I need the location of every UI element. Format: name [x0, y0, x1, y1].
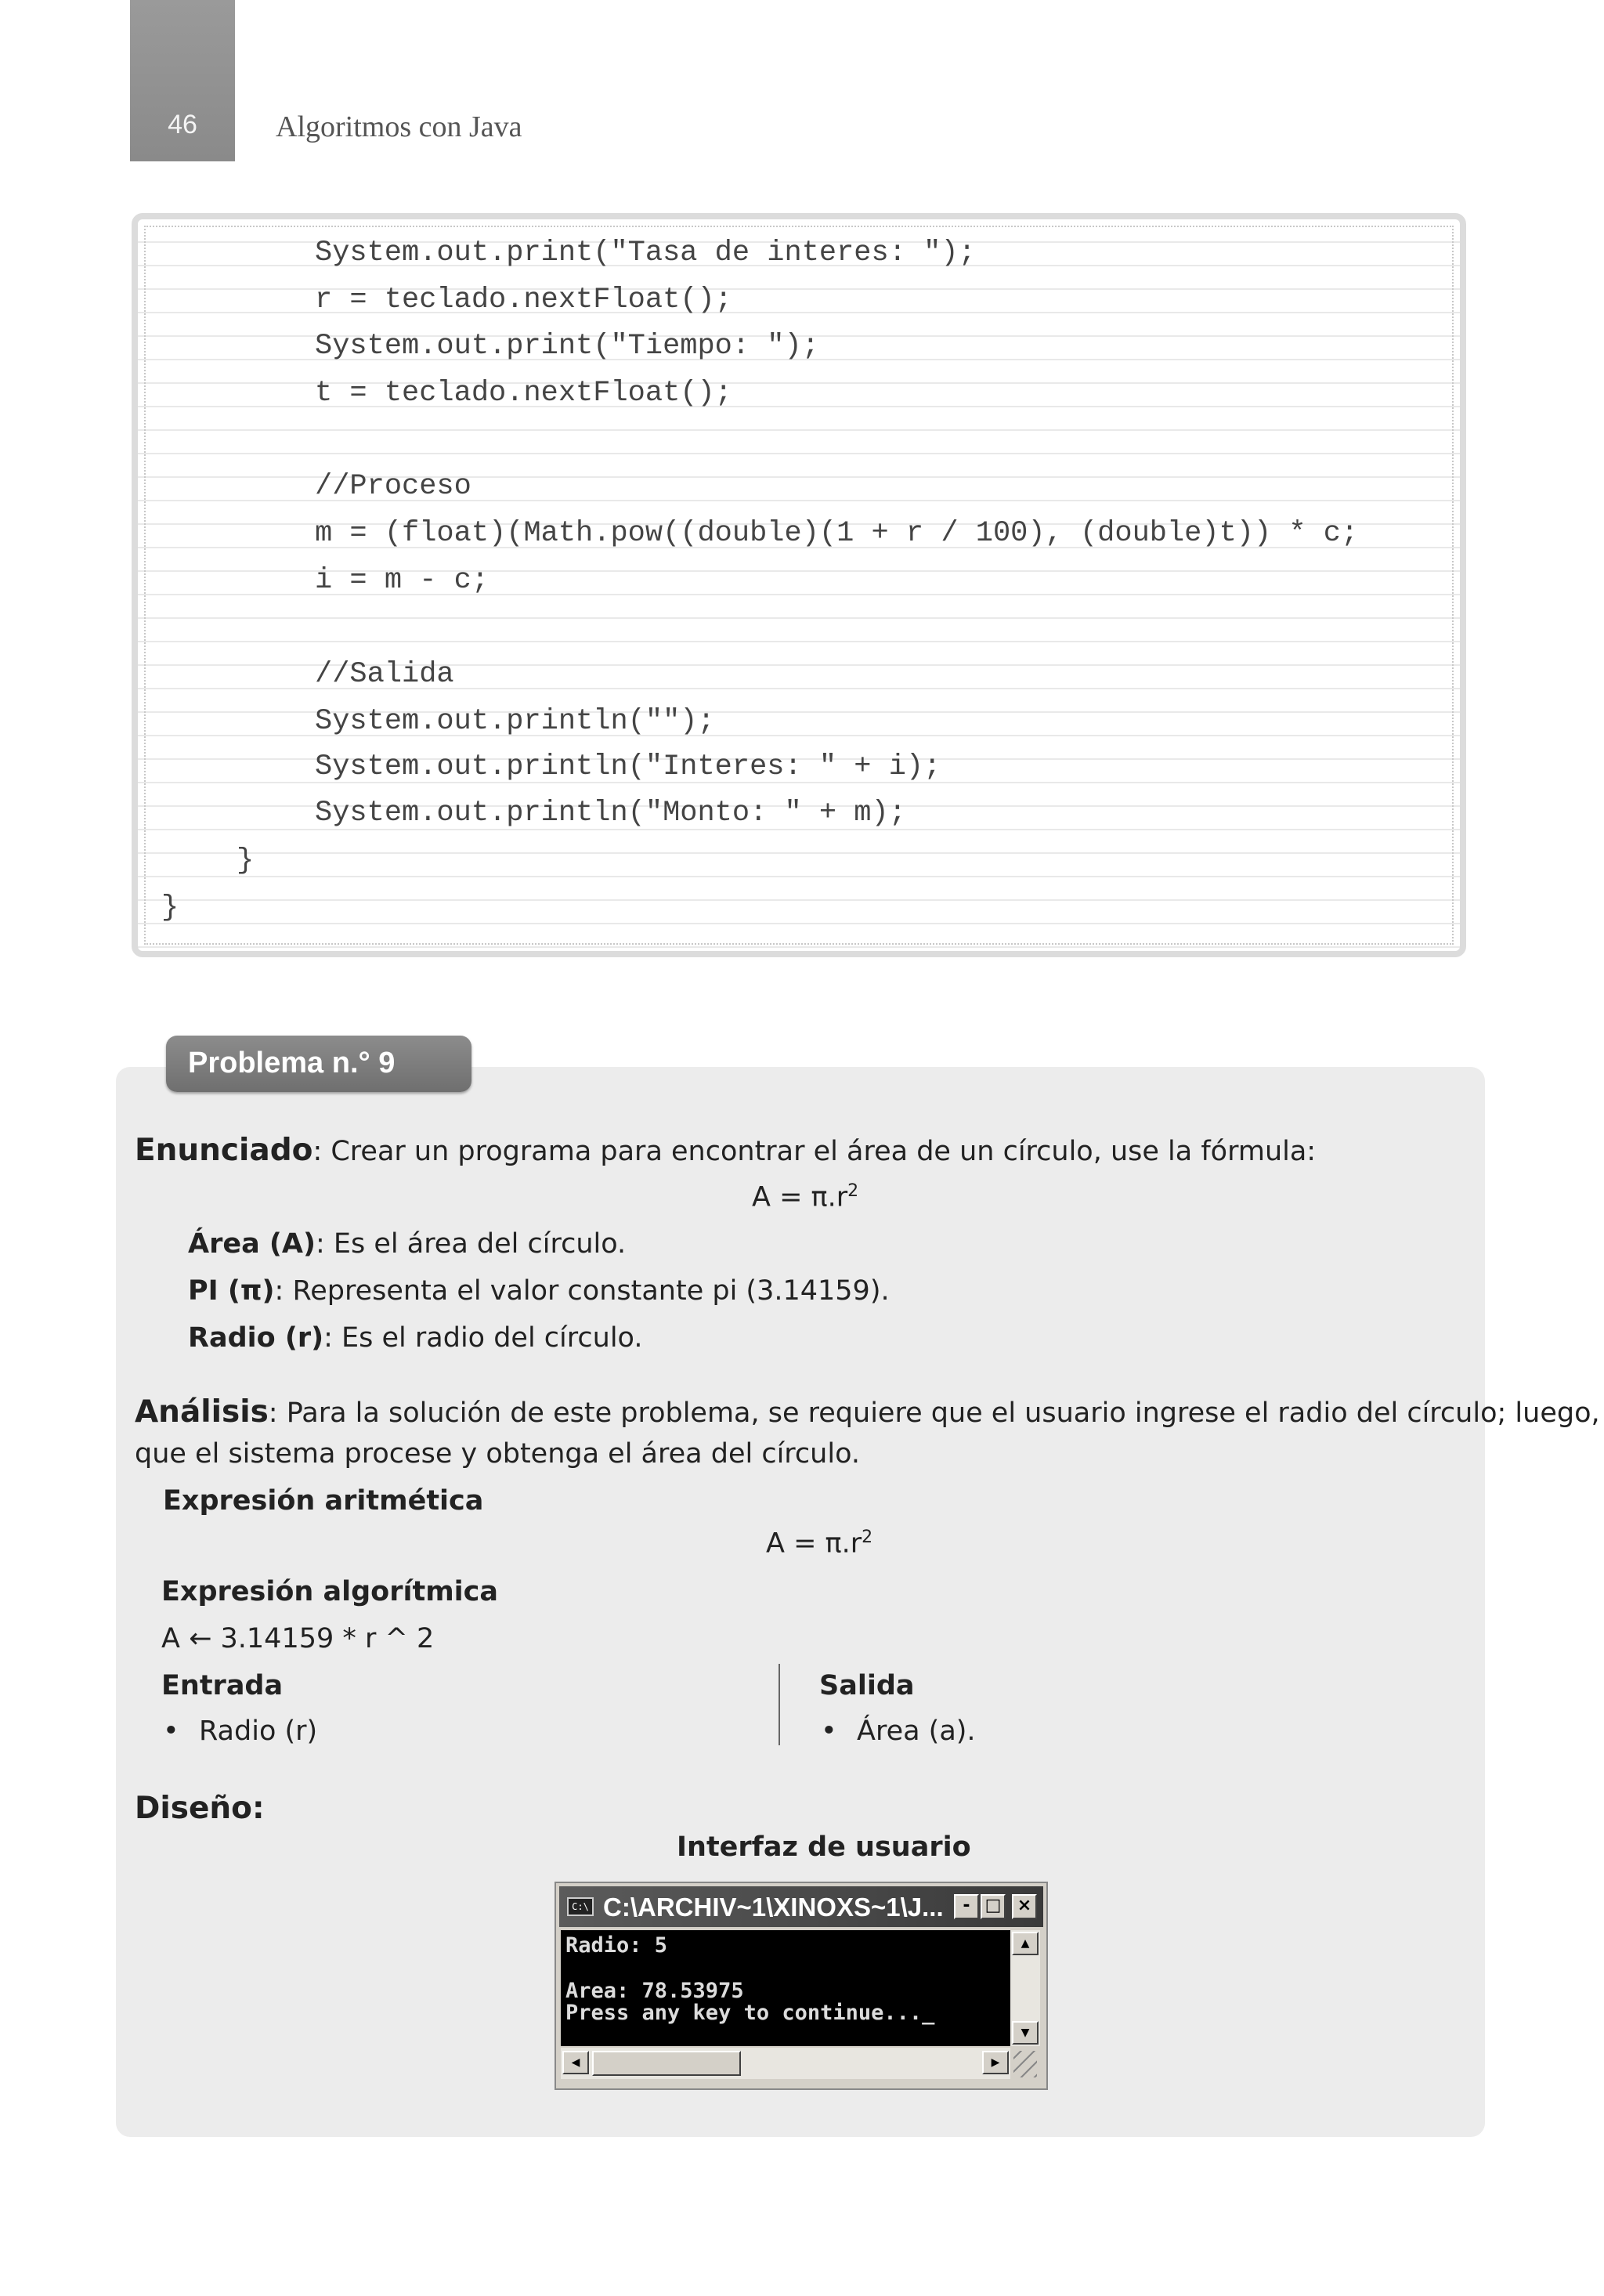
expresion-algoritmica-label: Expresión algorítmica [161, 1576, 499, 1607]
code-line: System.out.println("Monto: " + m); [315, 797, 906, 830]
code-line: //Salida [315, 658, 454, 691]
console-titlebar [559, 1886, 1043, 1927]
expresion-aritmetica-exponent: 2 [862, 1528, 873, 1547]
code-line: System.out.println("Interes: " + i); [315, 750, 941, 783]
close-button[interactable]: × [1012, 1894, 1037, 1919]
page-number: 46 [168, 110, 197, 139]
salida-item: • Área (a). [857, 1716, 976, 1747]
column-divider [779, 1664, 780, 1745]
enunciado-text: : Crear un programa para encontrar el área de un círculo, use la fórmula: [312, 1136, 1317, 1167]
problem-tag [166, 1036, 471, 1092]
code-line: } [161, 891, 179, 924]
enunciado-label: Enunciado [135, 1133, 313, 1168]
horizontal-scroll-thumb[interactable] [592, 2051, 741, 2076]
expresion-algoritmica: A ← 3.14159 * r ^ 2 [161, 1623, 435, 1654]
code-line: t = teclado.nextFloat(); [315, 377, 732, 410]
scroll-left-arrow-icon[interactable]: ◀ [562, 2051, 589, 2074]
console-line: Area: 78.53975 [565, 1979, 744, 2003]
analisis-continued: que el sistema procese y obtenga el área del círculo. [135, 1438, 860, 1470]
code-line: r = teclado.nextFloat(); [315, 284, 732, 316]
console-output [561, 1930, 1010, 2046]
console-line: Radio: 5 [565, 1933, 668, 1958]
resize-grip-icon[interactable] [1013, 2051, 1037, 2077]
console-app-icon: C:\ [567, 1897, 594, 1916]
definition-text: : Es el área del círculo. [315, 1228, 627, 1260]
console-title: C:\ARCHIV~1\XINOXS~1\J... [603, 1893, 944, 1922]
definition-text: : Es el radio del círculo. [323, 1322, 643, 1354]
expresion-aritmetica-label: Expresión aritmética [163, 1485, 484, 1517]
formula-exponent: 2 [847, 1181, 859, 1201]
analisis [135, 1394, 1600, 1430]
diseno-label: Diseño: [135, 1791, 265, 1826]
definition-term: Área (A) [188, 1228, 316, 1260]
formula-base: A = π.r [752, 1181, 848, 1213]
entrada-label: Entrada [161, 1670, 284, 1701]
code-line: i = m - c; [315, 564, 490, 597]
analisis-text: : Para la solución de este problema, se requiere que el usuario ingrese el radio del círculo; luego, [268, 1397, 1600, 1429]
code-line: System.out.print("Tasa de interes: "); [315, 237, 976, 269]
console-line: Press any key to continue..._ [565, 2001, 935, 2025]
running-title: Algoritmos con Java [276, 110, 522, 143]
expresion-aritmetica-base: A = π.r [766, 1528, 862, 1560]
code-line: System.out.print("Tiempo: "); [315, 330, 819, 363]
expresion-aritmetica [766, 1528, 872, 1560]
scroll-up-arrow-icon[interactable]: ▲ [1012, 1932, 1039, 1955]
code-line: } [237, 844, 255, 877]
salida-label: Salida [819, 1670, 915, 1701]
definition-text: : Representa el valor constante pi (3.14159). [274, 1275, 890, 1307]
problem-tag-label: Problema n.° 9 [188, 1047, 396, 1079]
horizontal-scrollbar[interactable] [561, 2048, 1010, 2079]
definition-pi [188, 1275, 890, 1307]
code-line: //Proceso [315, 470, 471, 503]
console-window [555, 1882, 1048, 2090]
code-line: System.out.println(""); [315, 705, 715, 738]
code-line: m = (float)(Math.pow((double)(1 + r / 100), (double)t)) * c; [315, 517, 1359, 550]
vertical-scrollbar[interactable] [1010, 1930, 1040, 2046]
definition-area [188, 1228, 626, 1260]
minimize-button[interactable]: - [954, 1894, 979, 1919]
enunciado [135, 1133, 1316, 1168]
entrada-item: • Radio (r) [199, 1716, 317, 1747]
interfaz-label: Interfaz de usuario [677, 1831, 971, 1863]
definition-radio [188, 1322, 642, 1354]
scroll-down-arrow-icon[interactable]: ▼ [1012, 2021, 1039, 2045]
definition-term: PI (π) [188, 1275, 275, 1307]
analisis-label: Análisis [135, 1394, 269, 1430]
maximize-button[interactable]: □ [981, 1894, 1006, 1919]
scroll-right-arrow-icon[interactable]: ▶ [982, 2051, 1009, 2074]
formula [752, 1181, 858, 1213]
definition-term: Radio (r) [188, 1322, 324, 1354]
